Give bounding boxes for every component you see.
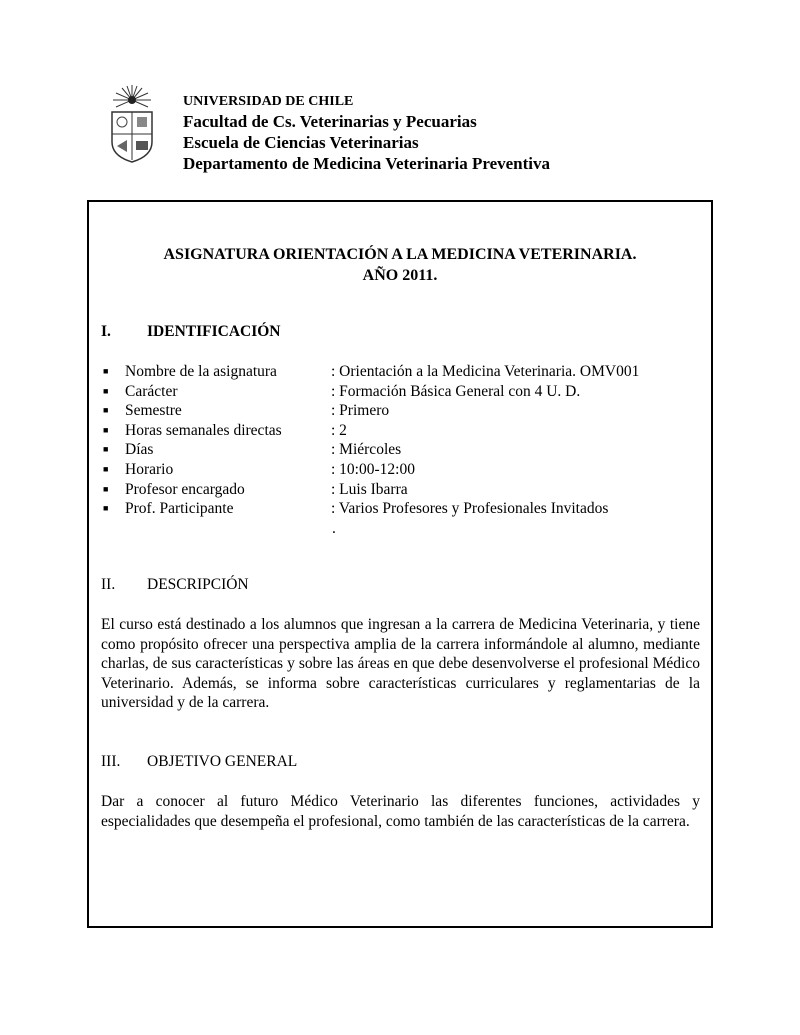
section-number: II. [101,576,116,593]
field-label: Profesor encargado [125,480,245,498]
field-value: : Luis Ibarra [331,480,408,498]
list-item [103,401,693,421]
bullet-icon: ■ [103,463,109,474]
course-syllabus-box [87,200,713,928]
bullet-icon: ■ [103,385,109,396]
bullet-icon: ■ [103,424,109,435]
list-item [103,440,693,460]
bullet-icon: ■ [103,366,109,376]
institution-header [183,93,550,174]
field-label: Nombre de la asignatura [125,363,277,380]
field-value: : Formación Básica General con 4 U. D. [331,382,581,400]
list-item [103,480,693,500]
course-title-line-1: ASIGNATURA ORIENTACIÓN A LA MEDICINA VETERINARIA. [163,246,637,263]
university-crest-logo [106,84,158,164]
field-label: Días [125,441,154,459]
field-label: Carácter [125,382,178,400]
bullet-icon: ■ [103,405,109,416]
trailing-period: . [332,520,336,537]
field-label: Semestre [125,402,182,420]
list-item [103,460,693,480]
section-title: OBJETIVO GENERAL [147,753,298,770]
field-value: : 2 [331,421,347,439]
bullet-icon: ■ [103,444,109,455]
bullet-icon: ■ [103,503,109,514]
objective-paragraph: Dar a conocer al futuro Médico Veterinario las diferentes funciones, actividades y especialidades que desempeña el profesional, como también de las características de la carrera. [101,793,700,830]
section-title: IDENTIFICACIÓN [147,323,281,340]
field-value: : Orientación a la Medicina Veterinaria. OMV001 [331,363,640,380]
list-item [103,362,693,382]
department-name: Departamento de Medicina Veterinaria Preventiva [183,154,551,173]
list-item [103,382,693,402]
school-name: Escuela de Ciencias Veterinarias [183,133,419,152]
list-item [103,421,693,441]
section-number: III. [101,753,121,770]
description-paragraph: El curso está destinado a los alumnos que ingresan a la carrera de Medicina Veterinaria, y tiene como propósito ofrecer una perspectiva amplia de la carrera informándole al alumno, mediante charlas, de sus características y sobre las áreas en que debe desenvolverse el profesional Médico Veterinario. Además, se informa sobre características curriculares y reglamentarias de la universidad y de la carrera. [101,616,700,712]
identification-list [103,362,693,519]
field-value: : 10:00-12:00 [331,460,415,478]
bullet-icon: ■ [103,483,109,494]
field-value: : Varios Profesores y Profesionales Invitados [331,500,609,518]
list-item [103,499,693,519]
field-label: Horas semanales directas [125,421,282,439]
crest-icon [106,84,158,164]
field-label: Prof. Participante [125,500,234,518]
course-title-line-2: AÑO 2011. [362,267,438,284]
faculty-name: Facultad de Cs. Veterinarias y Pecuarias [183,112,477,131]
field-label: Horario [125,460,174,478]
university-name: UNIVERSIDAD DE CHILE [183,94,354,109]
course-title [89,244,711,286]
section-title: DESCRIPCIÓN [147,576,249,593]
field-value: : Primero [331,402,390,420]
section-number: I. [101,323,111,340]
field-value: : Miércoles [331,441,402,459]
